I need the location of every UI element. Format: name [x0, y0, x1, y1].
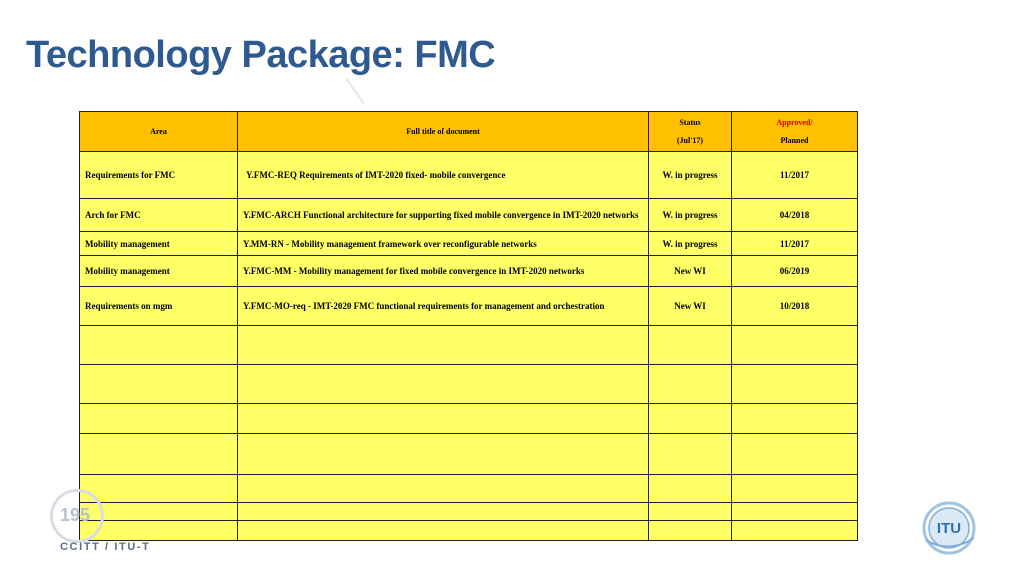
technology-package-table: [79, 111, 858, 541]
empty-table-row: [80, 326, 858, 365]
row-area: Mobility management: [80, 232, 238, 256]
table-row: [80, 199, 858, 232]
table-row: [80, 287, 858, 326]
table-header-row: [80, 112, 858, 152]
header-planned-label: Planned: [780, 136, 809, 145]
empty-table-row: [80, 434, 858, 475]
header-status: [649, 112, 732, 152]
empty-table-row: [80, 365, 858, 404]
header-status-date: (Jul'17): [676, 136, 704, 145]
row-date: 04/2018: [732, 199, 858, 232]
table-row: [80, 232, 858, 256]
row-area: Requirements on mgm: [80, 287, 238, 326]
table-row: [80, 152, 858, 199]
row-title: Y.FMC-ARCH Functional architecture for supporting fixed mobile convergence in IMT-2020 networks: [238, 199, 649, 232]
header-approved: [732, 112, 858, 152]
empty-table-row: [80, 475, 858, 503]
ccitt-itu-t-logo: [50, 487, 150, 559]
header-status-label: Status: [679, 118, 701, 127]
row-title: Y.FMC-MO-req - IMT-2020 FMC functional requirements for management and orchestration: [238, 287, 649, 326]
empty-table-row: [80, 503, 858, 521]
header-approved-label: Approved/: [776, 118, 813, 127]
row-area: Requirements for FMC: [80, 152, 238, 199]
row-date: 11/2017: [732, 152, 858, 199]
logo-year: 195: [60, 505, 91, 525]
header-full-title: Full title of document: [238, 112, 649, 152]
row-title: Y.FMC-REQ Requirements of IMT-2020 fixed- mobile convergence: [238, 152, 649, 199]
row-status: W. in progress: [649, 152, 732, 199]
row-status: W. in progress: [649, 199, 732, 232]
logo-text: CCITT / ITU-T: [60, 541, 151, 553]
header-area: Area: [80, 112, 238, 152]
watermark-stroke: [346, 78, 365, 104]
row-title: Y.FMC-MM - Mobility management for fixed mobile convergence in IMT-2020 networks: [238, 256, 649, 287]
row-status: New WI: [649, 287, 732, 326]
row-date: 11/2017: [732, 232, 858, 256]
row-area: Arch for FMC: [80, 199, 238, 232]
row-area: Mobility management: [80, 256, 238, 287]
itu-logo-icon: [916, 500, 982, 558]
row-title: Y.MM-RN - Mobility management framework over reconfigurable networks: [238, 232, 649, 256]
empty-table-row: [80, 404, 858, 434]
row-status: New WI: [649, 256, 732, 287]
itu-logo-text: ITU: [936, 520, 962, 537]
row-status: W. in progress: [649, 232, 732, 256]
slide-title: Technology Package: FMC: [26, 34, 496, 76]
row-date: 10/2018: [732, 287, 858, 326]
table-row: [80, 256, 858, 287]
row-date: 06/2019: [732, 256, 858, 287]
empty-table-row: [80, 521, 858, 541]
